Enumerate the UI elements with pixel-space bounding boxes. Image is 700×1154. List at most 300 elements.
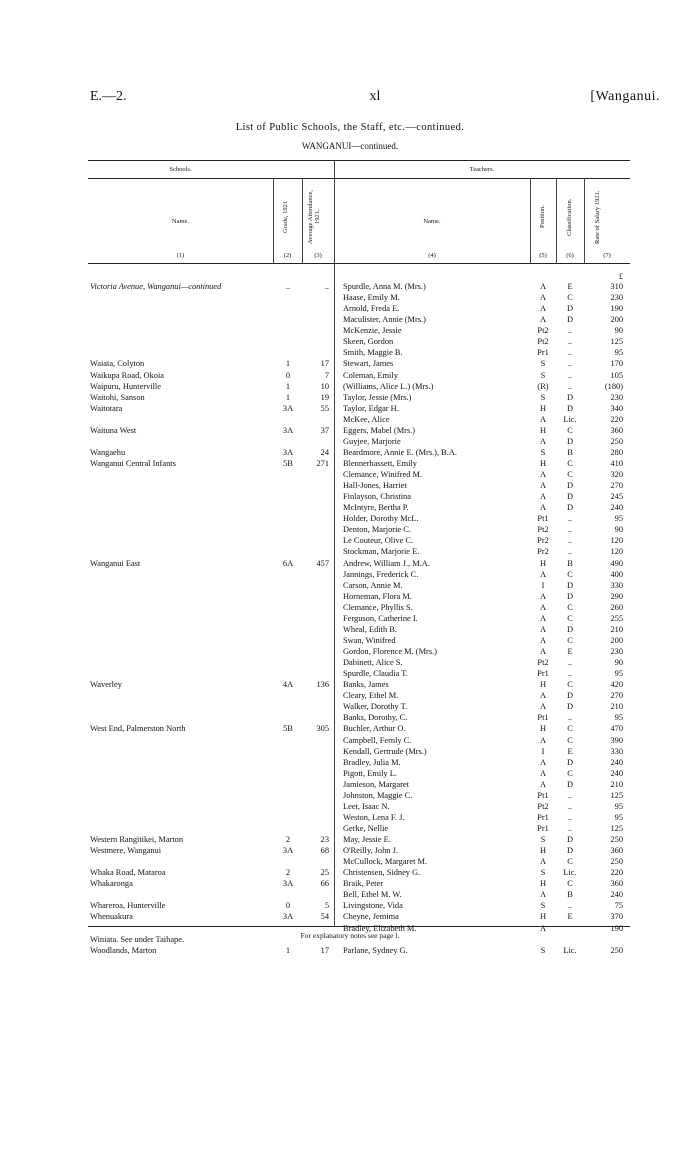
table-row <box>0 701 700 712</box>
salary-cell: 75 <box>614 901 623 911</box>
table-row <box>0 900 700 911</box>
table-row <box>0 723 700 734</box>
salary-cell: 90 <box>614 658 623 667</box>
page-header <box>90 87 660 109</box>
attendance-cell: 54 <box>320 912 329 922</box>
salary-cell: 250 <box>610 857 623 867</box>
table-row <box>0 480 700 491</box>
table-row <box>0 712 700 723</box>
school-name: Wangaehu <box>90 447 126 457</box>
grade-cell: 3A <box>282 447 294 457</box>
position-cell: Pt1 <box>537 790 549 800</box>
attendance-cell: 68 <box>320 846 329 856</box>
attendance-cell: 23 <box>320 835 329 844</box>
attendance-cell: 66 <box>320 879 329 889</box>
classification-cell: C <box>567 857 573 867</box>
col-header-name: Name. <box>171 218 190 225</box>
currency-symbol: £ <box>618 272 623 281</box>
grade-cell: 5B <box>283 459 293 468</box>
teacher-name: McCullock, Margaret M. <box>343 857 428 867</box>
teacher-name: O'Reilly, John J. <box>343 846 398 856</box>
classification-cell: B <box>567 447 573 457</box>
table-row <box>0 403 700 414</box>
table-row <box>0 945 700 956</box>
col-number: (1) <box>176 252 185 259</box>
table-row <box>0 381 700 392</box>
teacher-name: Stewart, James <box>343 359 394 369</box>
salary-cell: 95 <box>614 669 623 679</box>
classification-cell: D <box>566 315 574 325</box>
table-row <box>0 336 700 347</box>
page-title: List of Public Schools, the Staff, etc.—continued. <box>235 122 465 133</box>
col-number: (6) <box>566 252 574 259</box>
position-cell: A <box>539 691 547 701</box>
salary-cell: 125 <box>610 790 623 800</box>
teacher-name: Ferguson, Catherine I. <box>343 613 418 623</box>
teacher-name: Braik, Peter <box>343 879 384 889</box>
teacher-name: Christensen, Sidney G. <box>343 868 421 878</box>
position-cell: Pr2 <box>537 536 549 546</box>
teacher-name: Livingstone, Vida <box>343 901 403 911</box>
position-cell: Pr1 <box>537 823 549 833</box>
position-cell: H <box>539 459 547 468</box>
position-cell: A <box>539 569 547 579</box>
classification-cell: B <box>567 890 573 900</box>
table-header-rule <box>88 263 630 264</box>
teacher-name: Le Couteur, Olive C. <box>343 536 414 546</box>
col-number: (7) <box>603 252 611 259</box>
teacher-name: Guyjee, Marjorie <box>343 436 401 446</box>
classification-cell: E <box>567 282 573 291</box>
table-row <box>0 558 700 569</box>
salary-cell: 120 <box>610 536 623 546</box>
teacher-name: Hall-Jones, Harriet <box>343 481 407 491</box>
teacher-name: Swan, Winifred <box>343 635 396 645</box>
attendance-cell: 24 <box>320 447 329 457</box>
table-row <box>0 801 700 812</box>
grade-cell: 3A <box>282 912 294 922</box>
table-row <box>0 292 700 303</box>
col-header-salary: Rate of Salary 1921. <box>594 190 601 244</box>
classification-cell: .. <box>567 812 573 822</box>
table-row <box>0 425 700 436</box>
school-name: Waitohi, Sanson <box>90 392 145 402</box>
teacher-name: Banks, Dorothy, C. <box>343 713 408 723</box>
attendance-cell: .. <box>324 282 329 291</box>
teacher-name: Bradley, Elizabeth M. <box>343 923 417 933</box>
col-number: (5) <box>539 252 547 259</box>
classification-cell: .. <box>567 381 573 391</box>
salary-cell: 250 <box>610 436 623 446</box>
position-cell: A <box>539 923 547 933</box>
salary-cell: 95 <box>614 801 623 811</box>
grade-cell: 3A <box>282 425 294 435</box>
salary-cell: 240 <box>610 768 623 778</box>
attendance-cell: 5 <box>324 901 329 911</box>
teacher-name: Campbell, Fernly C. <box>343 735 412 745</box>
classification-cell: .. <box>567 669 573 679</box>
classification-cell: C <box>567 459 573 468</box>
position-cell: A <box>539 735 547 745</box>
table-row <box>0 779 700 790</box>
teacher-name: Pigott, Emily L. <box>343 768 397 778</box>
salary-cell: 360 <box>610 846 623 856</box>
teacher-name: Clemance, Winifred M. <box>343 470 423 479</box>
grade-cell: 1 <box>285 359 291 369</box>
table-row <box>0 436 700 447</box>
position-cell: I <box>541 580 545 590</box>
salary-cell: 95 <box>614 348 623 358</box>
school-name: Woodlands, Marton <box>90 945 157 955</box>
grade-cell: 1 <box>285 392 291 402</box>
group-header-teachers: Teachers. <box>469 166 495 173</box>
table-row <box>0 458 700 469</box>
school-name: Waituna West <box>90 425 137 435</box>
position-cell: Pt2 <box>537 801 549 811</box>
footnote: For explanatory notes see page l. <box>300 931 400 940</box>
teacher-name: McKenzie, Jessie <box>343 326 402 336</box>
position-cell: A <box>539 857 547 867</box>
header-page-number: xl <box>369 89 381 104</box>
teacher-name: Wheal, Edith B. <box>343 624 397 634</box>
salary-cell: (180) <box>604 381 623 391</box>
position-cell: (R) <box>537 381 549 391</box>
position-cell: Pr1 <box>537 348 549 358</box>
classification-cell: .. <box>567 658 573 667</box>
salary-cell: 210 <box>610 779 623 789</box>
salary-cell: 210 <box>610 624 623 634</box>
grade-cell: 0 <box>285 370 291 380</box>
school-name: Westmere, Wanganui <box>90 846 162 856</box>
salary-cell: 120 <box>610 547 623 557</box>
classification-cell: .. <box>567 536 573 546</box>
table-group-rule <box>88 178 630 179</box>
position-cell: H <box>539 879 547 889</box>
salary-cell: 90 <box>614 326 623 336</box>
salary-cell: 255 <box>610 613 623 623</box>
position-cell: H <box>539 558 547 568</box>
salary-cell: 260 <box>610 602 623 612</box>
school-name: Wanganui East <box>90 558 141 568</box>
teacher-name: Jamieson, Margaret <box>343 779 409 789</box>
table-row <box>0 834 700 845</box>
salary-cell: 360 <box>610 425 623 435</box>
salary-cell: 240 <box>610 890 623 900</box>
col-header-grade: Grade, 1921 <box>282 200 289 234</box>
position-cell: Pt2 <box>537 525 549 535</box>
salary-cell: 250 <box>610 835 623 844</box>
teacher-name: Bradley, Julia M. <box>343 757 401 767</box>
table-row <box>0 447 700 458</box>
table-row <box>0 469 700 480</box>
table-row <box>0 679 700 690</box>
classification-cell: D <box>566 304 574 314</box>
table-row <box>0 591 700 602</box>
salary-cell: 410 <box>610 459 623 468</box>
teacher-name: Spurdle, Claudia T. <box>343 669 408 679</box>
table-row <box>0 768 700 779</box>
teacher-name: Bell, Ethel M. W. <box>343 890 402 900</box>
school-name: Waipuru, Hunterville <box>90 381 161 391</box>
teacher-name: Andrew, William J., M.A. <box>343 558 430 568</box>
teacher-name: Johnston, Maggie C. <box>343 790 413 800</box>
teacher-name: Denton, Marjorie C. <box>343 525 411 535</box>
teacher-name: Kendall, Gertrude (Mrs.) <box>343 746 427 756</box>
salary-cell: 90 <box>614 525 623 535</box>
salary-cell: 200 <box>610 315 623 325</box>
table-row <box>0 602 700 613</box>
classification-cell: .. <box>567 514 573 524</box>
classification-cell: .. <box>567 547 573 557</box>
table-row <box>0 491 700 502</box>
classification-cell: B <box>567 558 573 568</box>
table-row <box>0 580 700 591</box>
teacher-name: Parlane, Sydney G. <box>343 945 408 955</box>
classification-cell: Lic. <box>563 945 577 955</box>
salary-cell: 240 <box>610 757 623 767</box>
attendance-cell: 10 <box>320 381 329 391</box>
col-number: (3) <box>314 252 322 259</box>
teacher-name: McKee, Alice <box>343 414 390 424</box>
position-cell: A <box>539 635 547 645</box>
salary-cell: 340 <box>610 403 623 413</box>
classification-cell: .. <box>567 337 573 347</box>
attendance-cell: 25 <box>320 868 329 878</box>
header-series-code: E.—2. <box>90 89 127 104</box>
salary-cell: 370 <box>610 912 623 922</box>
classification-cell: Lic. <box>563 868 577 878</box>
salary-cell: 330 <box>610 580 623 590</box>
classification-cell: D <box>566 691 574 701</box>
teacher-name: Stockman, Marjorie E. <box>343 547 420 557</box>
table-row <box>0 889 700 900</box>
table-row <box>0 823 700 834</box>
salary-cell: 105 <box>610 370 623 380</box>
teacher-name: Dabinett, Alice S. <box>343 658 403 667</box>
grade-cell: 1 <box>285 945 291 955</box>
table-row <box>0 535 700 546</box>
classification-cell: C <box>567 425 573 435</box>
grade-cell: 2 <box>285 868 291 878</box>
classification-cell: .. <box>567 790 573 800</box>
salary-cell: 330 <box>610 746 623 756</box>
teacher-name: Weston, Lena F. J. <box>343 812 405 822</box>
school-name: Victoria Avenue, Wanganui—continued <box>90 282 222 291</box>
grade-cell: 6A <box>282 558 294 568</box>
position-cell: Pr1 <box>537 669 549 679</box>
teacher-name: Clemance, Phyllis S. <box>343 602 413 612</box>
teacher-name: McIntyre, Bertha P. <box>343 503 409 513</box>
salary-cell: 230 <box>610 647 623 656</box>
teacher-name: Skeen, Gordon <box>343 337 394 347</box>
classification-cell: D <box>566 624 574 634</box>
page-subtitle: WANGANUI—continued. <box>301 141 399 151</box>
teacher-name: Eggers, Mabel (Mrs.) <box>343 425 416 435</box>
attendance-cell: 271 <box>316 459 329 468</box>
table-row <box>0 281 700 292</box>
table-row <box>0 911 700 922</box>
classification-cell: C <box>567 293 573 303</box>
classification-cell: .. <box>567 348 573 358</box>
classification-cell: .. <box>567 326 573 336</box>
teacher-name: Finlayson, Christina <box>343 492 411 502</box>
attendance-cell: 457 <box>316 558 329 568</box>
position-cell: Pr1 <box>537 812 549 822</box>
salary-cell: 320 <box>610 470 623 479</box>
col-header-position: Position. <box>539 205 546 229</box>
table-row <box>0 370 700 381</box>
teacher-name: Blennerhassett, Emily <box>343 459 417 468</box>
grade-cell: 5B <box>283 724 293 734</box>
table-row <box>0 646 700 657</box>
position-cell: S <box>540 835 546 844</box>
position-cell: S <box>540 359 546 369</box>
classification-cell: D <box>566 591 574 601</box>
position-cell: Pt1 <box>537 514 549 524</box>
position-cell: H <box>539 425 547 435</box>
classification-cell: C <box>567 613 573 623</box>
classification-cell: E <box>567 746 573 756</box>
table-row <box>0 414 700 425</box>
classification-cell: D <box>566 835 574 844</box>
salary-cell: 220 <box>610 414 623 424</box>
position-cell: A <box>539 492 547 502</box>
teacher-name: Taylor, Jessie (Mrs.) <box>343 392 412 402</box>
grade-cell: .. <box>285 282 291 291</box>
school-name: Waitotara <box>90 403 123 413</box>
position-cell: S <box>540 901 546 911</box>
grade-cell: 3A <box>282 403 294 413</box>
grade-cell: 3A <box>282 879 294 889</box>
school-name: Waiata, Colyton <box>90 359 145 369</box>
table-row <box>0 657 700 668</box>
position-cell: A <box>539 436 547 446</box>
grade-cell: 3A <box>282 846 294 856</box>
col-number: (2) <box>283 252 292 259</box>
position-cell: Pr2 <box>537 547 549 557</box>
salary-cell: 190 <box>610 923 623 933</box>
teacher-name: Haase, Emily M. <box>343 293 400 303</box>
teacher-name: Banks, James <box>343 680 389 690</box>
teacher-name: Taylor, Edgar H. <box>343 403 399 413</box>
position-cell: A <box>539 414 547 424</box>
salary-cell: 290 <box>610 591 623 601</box>
teacher-name: Holder, Dorothy McL. <box>343 514 419 524</box>
school-name: Wharerоa, Hunterville <box>90 901 166 911</box>
teacher-name: Smith, Maggie B. <box>343 348 403 358</box>
position-cell: A <box>539 702 547 712</box>
table-row <box>0 513 700 524</box>
table-row <box>0 845 700 856</box>
salary-cell: 95 <box>614 514 623 524</box>
teacher-name: Beardmore, Annie E. (Mrs.), B.A. <box>343 447 457 457</box>
table-row <box>0 867 700 878</box>
position-cell: S <box>540 945 546 955</box>
salary-cell: 400 <box>610 569 623 579</box>
position-cell: H <box>539 403 547 413</box>
position-cell: A <box>539 304 547 314</box>
attendance-cell: 305 <box>316 724 329 734</box>
salary-cell: 280 <box>610 447 623 457</box>
table-row <box>0 613 700 624</box>
table-row <box>0 635 700 646</box>
salary-cell: 190 <box>610 304 623 314</box>
classification-cell: C <box>567 735 573 745</box>
position-cell: Pt2 <box>537 337 549 347</box>
position-cell: Pt2 <box>537 658 549 667</box>
table-row <box>0 735 700 746</box>
attendance-cell: 55 <box>320 403 329 413</box>
teacher-name: Coleman, Emily <box>343 370 398 380</box>
header-district: [Wanganui. <box>590 89 660 104</box>
classification-cell: D <box>566 846 574 856</box>
position-cell: Pt1 <box>537 713 549 723</box>
table-row <box>0 624 700 635</box>
salary-cell: 270 <box>610 691 623 701</box>
table-row <box>0 746 700 757</box>
salary-cell: 170 <box>610 359 623 369</box>
teacher-name: Leet, Isaac N. <box>343 801 390 811</box>
position-cell: A <box>539 591 547 601</box>
position-cell: S <box>540 392 546 402</box>
salary-cell: 240 <box>610 503 623 513</box>
salary-cell: 360 <box>610 879 623 889</box>
salary-cell: 95 <box>614 812 623 822</box>
classification-cell: E <box>567 647 573 656</box>
position-cell: S <box>540 370 546 380</box>
attendance-cell: 17 <box>320 945 329 955</box>
salary-cell: 420 <box>610 680 623 690</box>
table-row <box>0 358 700 369</box>
classification-cell: D <box>566 702 574 712</box>
table-row <box>0 790 700 801</box>
position-cell: A <box>539 768 547 778</box>
classification-cell: C <box>567 470 573 479</box>
teacher-name: Buchler, Arthur O. <box>343 724 406 734</box>
salary-cell: 125 <box>610 823 623 833</box>
table-row <box>0 502 700 513</box>
classification-cell: D <box>566 436 574 446</box>
table-row <box>0 392 700 403</box>
salary-cell: 490 <box>610 558 623 568</box>
table-row <box>0 524 700 535</box>
classification-cell: .. <box>567 359 573 369</box>
classification-cell: C <box>567 768 573 778</box>
teacher-name: Jannings, Frederick C. <box>343 569 419 579</box>
table-top-rule <box>88 160 630 161</box>
position-cell: A <box>539 647 547 656</box>
school-name: Waikupa Road, Okoia <box>90 370 164 380</box>
teacher-name: Cheyne, Jemima <box>343 912 399 922</box>
salary-cell: 250 <box>610 945 623 955</box>
teacher-name: Horneman, Flora M. <box>343 591 412 601</box>
attendance-cell: 37 <box>320 425 329 435</box>
salary-cell: 270 <box>610 481 623 491</box>
teacher-name: Gerke, Nellie <box>343 823 389 833</box>
col-header-attendance: Average Attendance, 1921. <box>307 189 321 245</box>
classification-cell: D <box>566 580 574 590</box>
school-name: Western Rangitikei, Marton <box>90 835 184 844</box>
salary-cell: 470 <box>610 724 623 734</box>
teacher-name: Walker, Dorothy T. <box>343 702 408 712</box>
classification-cell: D <box>566 757 574 767</box>
table-row <box>0 757 700 768</box>
teacher-name: Spurdle, Anna M. (Mrs.) <box>343 282 426 291</box>
group-header-schools: Schools. <box>169 166 192 173</box>
school-name: Waverley <box>90 680 122 690</box>
classification-cell: .. <box>567 823 573 833</box>
attendance-cell: 17 <box>320 359 329 369</box>
